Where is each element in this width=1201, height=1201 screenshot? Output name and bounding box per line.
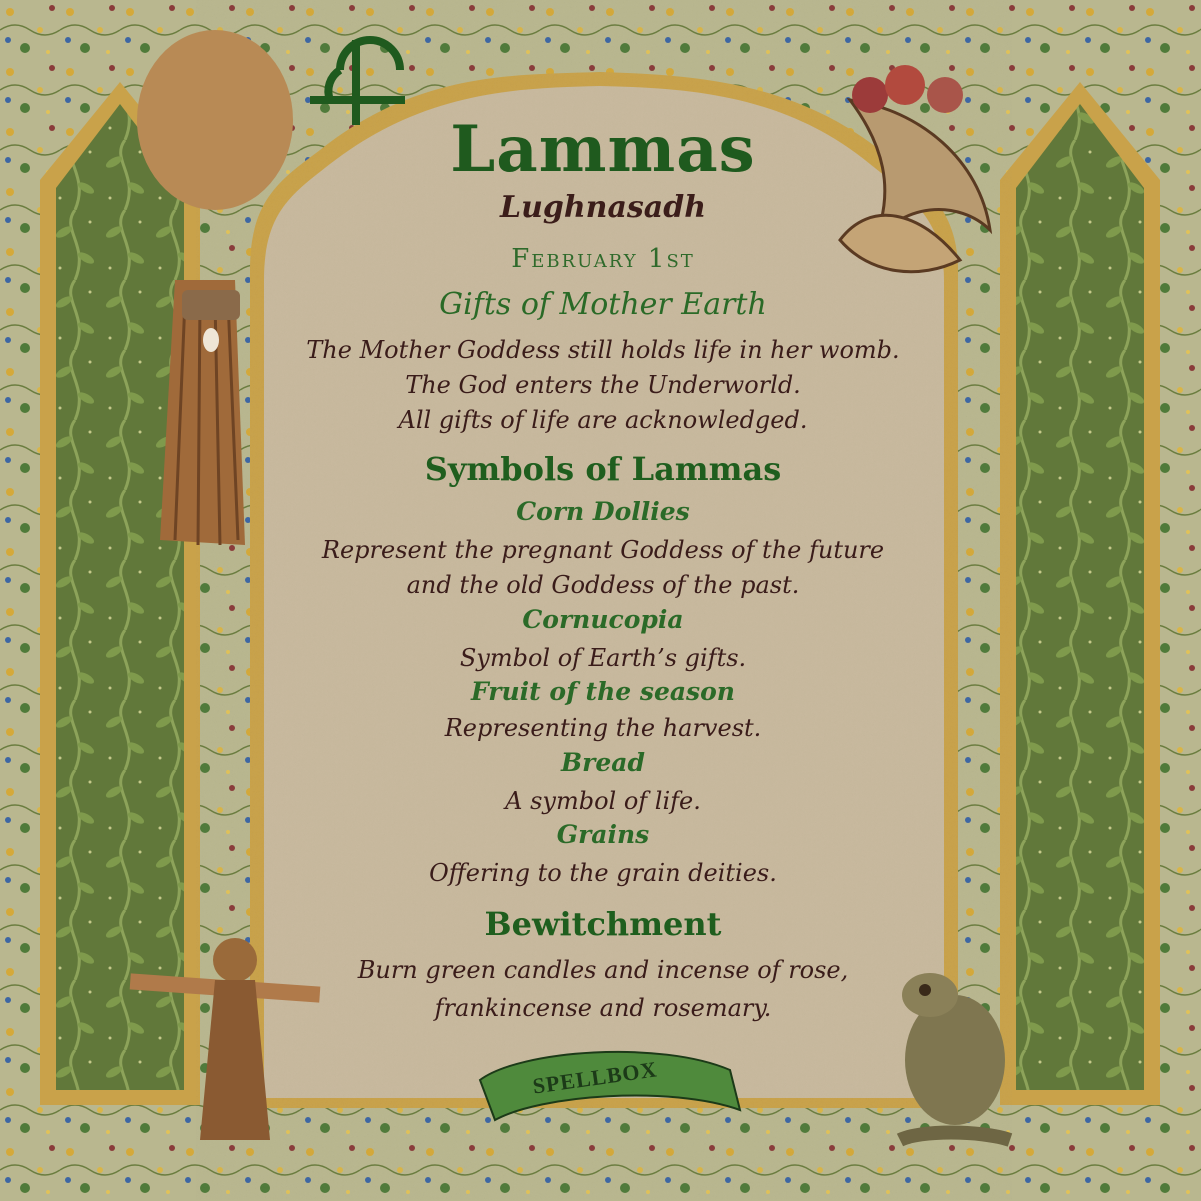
bewitchment-heading: Bewitchment (484, 905, 722, 943)
page-subtitle: Lughnasadh (499, 190, 707, 225)
symbol-name: Grains (556, 820, 650, 849)
intro-line: All gifts of life are acknowledged. (398, 406, 808, 434)
symbol-desc: Offering to the grain deities. (429, 859, 777, 887)
symbol-desc: Represent the pregnant Goddess of the future (321, 536, 885, 564)
intro-heading: Gifts of Mother Earth (439, 287, 767, 322)
date-label: February 1st (511, 244, 695, 274)
intro-line: The God enters the Underworld. (405, 371, 801, 399)
symbol-desc: and the old Goddess of the past. (406, 571, 800, 599)
symbol-name: Bread (561, 748, 645, 777)
bewitchment-line: frankincense and rosemary. (434, 994, 772, 1022)
symbol-desc: Symbol of Earth’s gifts. (459, 644, 747, 672)
symbol-desc: A symbol of life. (505, 787, 701, 815)
left-decorative-panel (40, 82, 200, 1105)
bewitchment-line: Burn green candles and incense of rose, (357, 956, 849, 984)
symbol-desc: Representing the harvest. (444, 714, 762, 742)
page-title: Lammas (450, 112, 756, 187)
symbol-name: Corn Dollies (516, 497, 690, 526)
brand-logo-text: SPELLBOX (531, 1056, 659, 1099)
intro-line: The Mother Goddess still holds life in her womb. (306, 336, 900, 364)
right-decorative-panel (1000, 82, 1160, 1105)
symbol-name: Fruit of the season (471, 677, 735, 706)
symbols-heading: Symbols of Lammas (424, 450, 782, 488)
symbol-name: Cornucopia (522, 605, 684, 634)
